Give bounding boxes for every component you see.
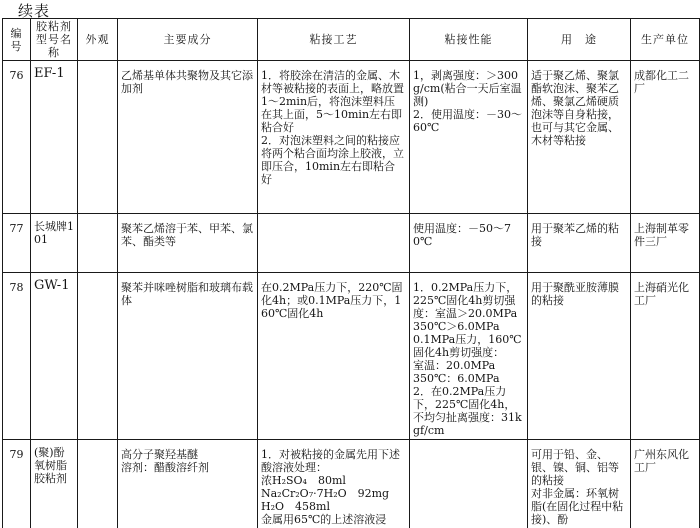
cell-use: 可用于铅、金、银、镍、铜、铝等的粘接 对非金属：环氧树脂(在固化过程中粘接)、酚 (528, 440, 631, 528)
table-row (3, 61, 700, 214)
cell-maker: 上海硝光化工厂 (631, 273, 700, 440)
cell-process (258, 214, 410, 273)
cell-maker: 成都化工二厂 (631, 61, 700, 214)
cell-model: GW-1 (31, 273, 78, 440)
cell-model: EF-1 (31, 61, 78, 214)
cell-appearance (78, 61, 118, 214)
cell-use: 适于聚乙烯、聚氯酯软泡沫、聚苯乙烯、聚氯乙烯硬质泡沫等自身粘接，也可与其它金属、木材等粘接 (528, 61, 631, 214)
table-row (3, 440, 700, 528)
cell-performance: 使用温度：－50～70℃ (410, 214, 528, 273)
header-use: 用 途 (528, 19, 631, 61)
header-process: 粘接工艺 (258, 19, 410, 61)
cell-composition: 聚苯并咪唑树脂和玻璃布载体 (118, 273, 258, 440)
cell-appearance (78, 214, 118, 273)
cell-performance: 1．0.2MPa压力下，225℃固化4h剪切强度：室温＞20.0MPa 350℃＞6.0MPa 0.1MPa压力，160℃固化4h剪切强度： 室温：20.0MPa 350℃：6.0MPa 2．在0.2MPa压力下，225℃固化4h，不均匀扯离强度：31kgf/cm (410, 273, 528, 440)
cell-use: 用于聚苯乙烯的粘接 (528, 214, 631, 273)
cell-no: 79 (3, 440, 31, 528)
cell-process: 1．对被粘接的金属先用下述酸溶液处理： 浓H₂SO₄ 80ml Na₂Cr₂O₇·7H₂O 92mg H₂O 458ml 金属用65℃的上述溶液浸 (258, 440, 410, 528)
cell-use: 用于聚酰亚胺薄膜的粘接 (528, 273, 631, 440)
cell-no: 78 (3, 273, 31, 440)
cell-model: (聚)酚氧树脂胶粘剂 (31, 440, 78, 528)
adhesive-table (2, 18, 700, 528)
cell-appearance (78, 440, 118, 528)
cell-process: 在0.2MPa压力下，220℃固化4h；或0.1MPa压力下，160℃固化4h (258, 273, 410, 440)
cell-performance: 1，剥离强度：＞300g/cm(粘合一天后室温测) 2．使用温度：－30～60℃ (410, 61, 528, 214)
cell-process: 1．将胶涂在清洁的金属、木材等被粘接的表面上，略放置1～2min后，将泡沫塑料压在其上面，5～10min左右即粘合好 2．对泡沫塑料之间的粘接应将两个粘合面均涂上胶液，立即压合，10min左右即粘合好 (258, 61, 410, 214)
header-row (3, 19, 700, 61)
cell-model: 长城牌101 (31, 214, 78, 273)
cell-maker: 上海制革零件三厂 (631, 214, 700, 273)
table-row (3, 214, 700, 273)
cell-no: 77 (3, 214, 31, 273)
table-row (3, 273, 700, 440)
header-composition: 主要成分 (118, 19, 258, 61)
cell-composition: 乙烯基单体共聚物及其它添加剂 (118, 61, 258, 214)
cell-no: 76 (3, 61, 31, 214)
header-performance: 粘接性能 (410, 19, 528, 61)
cell-composition: 高分子聚羟基醚 溶剂：醋酸溶纤剂 (118, 440, 258, 528)
header-appearance: 外观 (78, 19, 118, 61)
header-no: 编号 (3, 19, 31, 61)
table-caption: 续表 (18, 0, 50, 21)
cell-appearance (78, 273, 118, 440)
cell-performance (410, 440, 528, 528)
header-maker: 生产单位 (631, 19, 700, 61)
header-model: 胶粘剂型号名称 (31, 19, 78, 61)
cell-composition: 聚苯乙烯溶于苯、甲苯、氯苯、酯类等 (118, 214, 258, 273)
cell-maker: 广州东风化工厂 (631, 440, 700, 528)
